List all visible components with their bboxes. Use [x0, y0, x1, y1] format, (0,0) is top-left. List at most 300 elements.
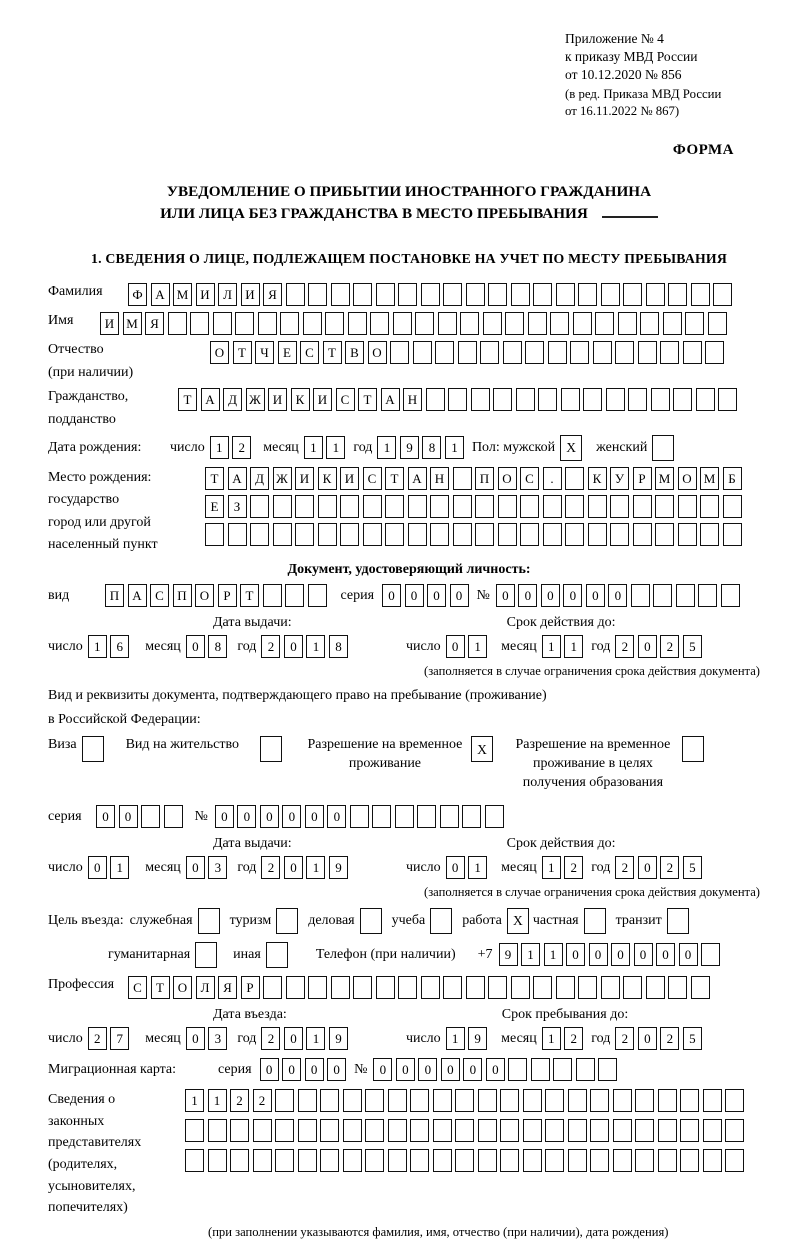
char-box[interactable] — [718, 388, 737, 411]
char-box[interactable] — [703, 1149, 722, 1172]
char-box[interactable] — [700, 495, 719, 518]
char-box[interactable]: 0 — [518, 584, 537, 607]
char-box[interactable] — [725, 1119, 744, 1142]
char-box[interactable]: 1 — [208, 1089, 227, 1112]
char-box[interactable]: 1 — [210, 436, 229, 459]
char-box[interactable] — [273, 495, 292, 518]
char-box[interactable] — [583, 388, 602, 411]
char-box[interactable] — [460, 312, 479, 335]
char-box[interactable]: 1 — [326, 436, 345, 459]
char-box[interactable] — [713, 283, 732, 306]
char-box[interactable] — [453, 495, 472, 518]
female-checkbox[interactable] — [652, 435, 674, 461]
char-box[interactable] — [205, 523, 224, 546]
char-box[interactable]: У — [610, 467, 629, 490]
char-box[interactable]: 0 — [282, 805, 301, 828]
char-box[interactable] — [455, 1089, 474, 1112]
char-box[interactable]: И — [196, 283, 215, 306]
char-box[interactable]: 1 — [542, 856, 561, 879]
char-box[interactable]: 2 — [230, 1089, 249, 1112]
char-box[interactable]: П — [173, 584, 192, 607]
char-box[interactable] — [565, 523, 584, 546]
char-box[interactable]: Ч — [255, 341, 274, 364]
char-box[interactable]: 0 — [611, 943, 630, 966]
char-box[interactable]: 1 — [306, 635, 325, 658]
char-box[interactable] — [531, 1058, 550, 1081]
char-box[interactable] — [343, 1089, 362, 1112]
char-box[interactable]: Т — [323, 341, 342, 364]
char-box[interactable]: И — [268, 388, 287, 411]
char-box[interactable]: Т — [178, 388, 197, 411]
char-box[interactable] — [543, 495, 562, 518]
char-box[interactable]: О — [173, 976, 192, 999]
char-box[interactable]: 1 — [544, 943, 563, 966]
char-box[interactable]: 2 — [660, 635, 679, 658]
char-box[interactable] — [298, 1089, 317, 1112]
char-box[interactable]: О — [678, 467, 697, 490]
char-box[interactable] — [298, 1119, 317, 1142]
char-box[interactable]: 2 — [564, 1027, 583, 1050]
char-box[interactable] — [638, 341, 657, 364]
char-box[interactable] — [433, 1119, 452, 1142]
char-box[interactable] — [483, 312, 502, 335]
char-box[interactable]: 0 — [608, 584, 627, 607]
char-box[interactable]: 6 — [110, 635, 129, 658]
char-box[interactable]: 0 — [186, 856, 205, 879]
char-box[interactable] — [628, 388, 647, 411]
char-box[interactable] — [480, 341, 499, 364]
char-box[interactable] — [691, 283, 710, 306]
char-box[interactable]: 2 — [261, 635, 280, 658]
char-box[interactable] — [398, 283, 417, 306]
char-box[interactable]: 0 — [237, 805, 256, 828]
char-box[interactable]: О — [210, 341, 229, 364]
char-box[interactable]: А — [381, 388, 400, 411]
char-box[interactable] — [263, 976, 282, 999]
char-box[interactable]: 0 — [446, 635, 465, 658]
char-box[interactable] — [208, 1149, 227, 1172]
char-box[interactable] — [703, 1119, 722, 1142]
char-box[interactable]: 0 — [284, 856, 303, 879]
char-box[interactable] — [298, 1149, 317, 1172]
char-box[interactable] — [658, 1149, 677, 1172]
char-box[interactable] — [523, 1089, 542, 1112]
char-box[interactable]: 1 — [564, 635, 583, 658]
char-box[interactable] — [363, 523, 382, 546]
char-box[interactable] — [553, 1058, 572, 1081]
char-box[interactable] — [488, 976, 507, 999]
char-box[interactable] — [408, 495, 427, 518]
char-box[interactable] — [340, 523, 359, 546]
char-box[interactable] — [275, 1089, 294, 1112]
char-box[interactable] — [430, 523, 449, 546]
char-box[interactable] — [285, 584, 304, 607]
char-box[interactable]: 0 — [215, 805, 234, 828]
char-box[interactable] — [168, 312, 187, 335]
char-box[interactable] — [550, 312, 569, 335]
char-box[interactable] — [615, 341, 634, 364]
char-box[interactable] — [410, 1149, 429, 1172]
char-box[interactable]: 0 — [186, 1027, 205, 1050]
char-box[interactable]: 0 — [284, 635, 303, 658]
char-box[interactable] — [525, 341, 544, 364]
char-box[interactable] — [680, 1149, 699, 1172]
char-box[interactable]: 0 — [656, 943, 675, 966]
char-box[interactable]: 9 — [400, 436, 419, 459]
char-box[interactable]: 0 — [96, 805, 115, 828]
char-box[interactable]: 9 — [468, 1027, 487, 1050]
char-box[interactable] — [668, 976, 687, 999]
char-box[interactable] — [320, 1089, 339, 1112]
char-box[interactable]: 2 — [261, 856, 280, 879]
char-box[interactable]: Н — [403, 388, 422, 411]
char-box[interactable] — [350, 805, 369, 828]
char-box[interactable] — [565, 495, 584, 518]
char-box[interactable] — [376, 283, 395, 306]
char-box[interactable] — [528, 312, 547, 335]
char-box[interactable]: 1 — [88, 635, 107, 658]
char-box[interactable] — [680, 1119, 699, 1142]
char-box[interactable] — [663, 312, 682, 335]
char-box[interactable]: Я — [218, 976, 237, 999]
char-box[interactable] — [545, 1089, 564, 1112]
char-box[interactable]: К — [291, 388, 310, 411]
char-box[interactable] — [696, 388, 715, 411]
char-box[interactable]: 0 — [586, 584, 605, 607]
char-box[interactable]: Т — [358, 388, 377, 411]
char-box[interactable]: 0 — [450, 584, 469, 607]
char-box[interactable]: 1 — [377, 436, 396, 459]
char-box[interactable]: Д — [250, 467, 269, 490]
char-box[interactable] — [543, 523, 562, 546]
char-box[interactable]: Р — [241, 976, 260, 999]
char-box[interactable] — [598, 1058, 617, 1081]
char-box[interactable]: А — [128, 584, 147, 607]
char-box[interactable] — [438, 312, 457, 335]
char-box[interactable]: Т — [240, 584, 259, 607]
char-box[interactable] — [258, 312, 277, 335]
char-box[interactable] — [578, 283, 597, 306]
purpose-business-checkbox[interactable] — [360, 908, 382, 934]
char-box[interactable]: 8 — [422, 436, 441, 459]
char-box[interactable]: Ж — [246, 388, 265, 411]
char-box[interactable] — [613, 1149, 632, 1172]
char-box[interactable] — [705, 341, 724, 364]
char-box[interactable] — [253, 1149, 272, 1172]
char-box[interactable]: 2 — [232, 436, 251, 459]
char-box[interactable]: К — [588, 467, 607, 490]
char-box[interactable]: 1 — [542, 635, 561, 658]
char-box[interactable]: К — [318, 467, 337, 490]
char-box[interactable] — [523, 1149, 542, 1172]
char-box[interactable] — [455, 1119, 474, 1142]
char-box[interactable]: О — [368, 341, 387, 364]
male-checkbox[interactable]: X — [560, 435, 582, 461]
char-box[interactable] — [388, 1149, 407, 1172]
char-box[interactable] — [275, 1149, 294, 1172]
char-box[interactable]: А — [201, 388, 220, 411]
char-box[interactable] — [230, 1149, 249, 1172]
char-box[interactable]: 1 — [445, 436, 464, 459]
char-box[interactable]: 0 — [186, 635, 205, 658]
char-box[interactable]: 5 — [683, 856, 702, 879]
char-box[interactable] — [708, 312, 727, 335]
char-box[interactable]: А — [151, 283, 170, 306]
char-box[interactable]: 0 — [634, 943, 653, 966]
char-box[interactable]: 2 — [615, 856, 634, 879]
char-box[interactable]: Р — [218, 584, 237, 607]
char-box[interactable]: 0 — [382, 584, 401, 607]
char-box[interactable] — [478, 1089, 497, 1112]
char-box[interactable] — [455, 1149, 474, 1172]
char-box[interactable] — [408, 523, 427, 546]
char-box[interactable]: 5 — [683, 635, 702, 658]
char-box[interactable] — [370, 312, 389, 335]
char-box[interactable] — [578, 976, 597, 999]
char-box[interactable] — [618, 312, 637, 335]
char-box[interactable] — [538, 388, 557, 411]
char-box[interactable] — [385, 523, 404, 546]
char-box[interactable] — [353, 283, 372, 306]
char-box[interactable] — [640, 312, 659, 335]
char-box[interactable]: Р — [633, 467, 652, 490]
char-box[interactable] — [433, 1149, 452, 1172]
char-box[interactable] — [678, 495, 697, 518]
char-box[interactable]: 9 — [329, 1027, 348, 1050]
char-box[interactable]: 0 — [260, 805, 279, 828]
char-box[interactable] — [610, 495, 629, 518]
char-box[interactable] — [678, 523, 697, 546]
char-box[interactable]: М — [123, 312, 142, 335]
char-box[interactable] — [533, 283, 552, 306]
char-box[interactable] — [635, 1089, 654, 1112]
char-box[interactable] — [493, 388, 512, 411]
char-box[interactable]: 1 — [446, 1027, 465, 1050]
char-box[interactable]: 2 — [253, 1089, 272, 1112]
char-box[interactable] — [545, 1119, 564, 1142]
char-box[interactable] — [471, 388, 490, 411]
char-box[interactable] — [398, 976, 417, 999]
char-box[interactable]: А — [228, 467, 247, 490]
char-box[interactable]: 9 — [499, 943, 518, 966]
char-box[interactable]: . — [543, 467, 562, 490]
char-box[interactable] — [653, 584, 672, 607]
char-box[interactable] — [590, 1149, 609, 1172]
char-box[interactable] — [478, 1119, 497, 1142]
char-box[interactable]: 0 — [638, 635, 657, 658]
char-box[interactable] — [390, 341, 409, 364]
char-box[interactable]: А — [408, 467, 427, 490]
char-box[interactable] — [185, 1119, 204, 1142]
char-box[interactable]: 0 — [486, 1058, 505, 1081]
char-box[interactable] — [141, 805, 160, 828]
char-box[interactable] — [631, 584, 650, 607]
char-box[interactable] — [466, 283, 485, 306]
char-box[interactable] — [435, 341, 454, 364]
char-box[interactable] — [573, 312, 592, 335]
char-box[interactable]: 0 — [427, 584, 446, 607]
char-box[interactable] — [430, 495, 449, 518]
char-box[interactable]: 0 — [327, 805, 346, 828]
purpose-humanitarian-checkbox[interactable] — [195, 942, 217, 968]
char-box[interactable] — [613, 1119, 632, 1142]
char-box[interactable]: Л — [196, 976, 215, 999]
char-box[interactable] — [646, 976, 665, 999]
char-box[interactable] — [331, 976, 350, 999]
char-box[interactable] — [348, 312, 367, 335]
char-box[interactable] — [685, 312, 704, 335]
char-box[interactable] — [601, 283, 620, 306]
char-box[interactable]: 0 — [260, 1058, 279, 1081]
char-box[interactable] — [365, 1089, 384, 1112]
char-box[interactable] — [723, 495, 742, 518]
char-box[interactable] — [500, 1089, 519, 1112]
char-box[interactable]: Л — [218, 283, 237, 306]
char-box[interactable] — [415, 312, 434, 335]
char-box[interactable] — [320, 1119, 339, 1142]
char-box[interactable]: В — [345, 341, 364, 364]
char-box[interactable]: 0 — [541, 584, 560, 607]
char-box[interactable] — [516, 388, 535, 411]
char-box[interactable] — [286, 976, 305, 999]
char-box[interactable] — [568, 1089, 587, 1112]
char-box[interactable]: 9 — [329, 856, 348, 879]
char-box[interactable] — [318, 495, 337, 518]
char-box[interactable] — [295, 523, 314, 546]
char-box[interactable] — [500, 1119, 519, 1142]
char-box[interactable] — [343, 1119, 362, 1142]
char-box[interactable] — [498, 523, 517, 546]
char-box[interactable] — [213, 312, 232, 335]
char-box[interactable] — [683, 341, 702, 364]
char-box[interactable] — [462, 805, 481, 828]
char-box[interactable] — [376, 976, 395, 999]
char-box[interactable] — [505, 312, 524, 335]
char-box[interactable]: Б — [723, 467, 742, 490]
char-box[interactable] — [385, 495, 404, 518]
char-box[interactable] — [417, 805, 436, 828]
char-box[interactable] — [190, 312, 209, 335]
char-box[interactable]: 2 — [660, 1027, 679, 1050]
char-box[interactable] — [721, 584, 740, 607]
visa-checkbox[interactable] — [82, 736, 104, 762]
char-box[interactable] — [623, 976, 642, 999]
char-box[interactable] — [388, 1089, 407, 1112]
char-box[interactable]: 2 — [261, 1027, 280, 1050]
purpose-other-checkbox[interactable] — [266, 942, 288, 968]
char-box[interactable] — [588, 495, 607, 518]
char-box[interactable] — [556, 283, 575, 306]
char-box[interactable] — [590, 1089, 609, 1112]
char-box[interactable]: 0 — [305, 805, 324, 828]
char-box[interactable]: 0 — [88, 856, 107, 879]
char-box[interactable] — [410, 1119, 429, 1142]
char-box[interactable]: С — [363, 467, 382, 490]
char-box[interactable] — [303, 312, 322, 335]
char-box[interactable]: 3 — [208, 1027, 227, 1050]
char-box[interactable] — [426, 388, 445, 411]
char-box[interactable] — [475, 495, 494, 518]
char-box[interactable] — [433, 1089, 452, 1112]
char-box[interactable] — [343, 1149, 362, 1172]
char-box[interactable]: 0 — [373, 1058, 392, 1081]
char-box[interactable] — [340, 495, 359, 518]
char-box[interactable]: Е — [205, 495, 224, 518]
char-box[interactable]: 1 — [306, 856, 325, 879]
char-box[interactable] — [658, 1089, 677, 1112]
char-box[interactable] — [185, 1149, 204, 1172]
char-box[interactable] — [230, 1119, 249, 1142]
char-box[interactable] — [701, 943, 720, 966]
char-box[interactable]: 7 — [110, 1027, 129, 1050]
char-box[interactable]: И — [100, 312, 119, 335]
char-box[interactable]: 1 — [185, 1089, 204, 1112]
char-box[interactable] — [568, 1149, 587, 1172]
char-box[interactable] — [520, 495, 539, 518]
char-box[interactable] — [508, 1058, 527, 1081]
char-box[interactable]: 1 — [110, 856, 129, 879]
char-box[interactable]: 0 — [441, 1058, 460, 1081]
char-box[interactable] — [453, 467, 472, 490]
char-box[interactable]: С — [336, 388, 355, 411]
char-box[interactable]: 0 — [284, 1027, 303, 1050]
char-box[interactable] — [658, 1119, 677, 1142]
char-box[interactable] — [601, 976, 620, 999]
char-box[interactable] — [520, 523, 539, 546]
purpose-business-trip-checkbox[interactable] — [198, 908, 220, 934]
char-box[interactable] — [458, 341, 477, 364]
char-box[interactable]: С — [300, 341, 319, 364]
char-box[interactable] — [235, 312, 254, 335]
char-box[interactable]: И — [241, 283, 260, 306]
char-box[interactable]: 5 — [683, 1027, 702, 1050]
char-box[interactable] — [421, 283, 440, 306]
char-box[interactable] — [308, 283, 327, 306]
char-box[interactable] — [606, 388, 625, 411]
char-box[interactable] — [680, 1089, 699, 1112]
char-box[interactable]: 1 — [468, 635, 487, 658]
char-box[interactable] — [478, 1149, 497, 1172]
char-box[interactable]: 0 — [463, 1058, 482, 1081]
char-box[interactable] — [228, 523, 247, 546]
char-box[interactable] — [320, 1149, 339, 1172]
char-box[interactable]: 0 — [396, 1058, 415, 1081]
residence-permit-checkbox[interactable] — [260, 736, 282, 762]
char-box[interactable]: Т — [385, 467, 404, 490]
char-box[interactable] — [533, 976, 552, 999]
char-box[interactable] — [635, 1149, 654, 1172]
char-box[interactable]: 0 — [638, 856, 657, 879]
char-box[interactable] — [565, 467, 584, 490]
char-box[interactable]: 0 — [446, 856, 465, 879]
char-box[interactable] — [545, 1149, 564, 1172]
purpose-study-checkbox[interactable] — [430, 908, 452, 934]
char-box[interactable] — [548, 341, 567, 364]
temp-residence-checkbox[interactable]: X — [471, 736, 493, 762]
char-box[interactable] — [698, 584, 717, 607]
char-box[interactable]: 0 — [418, 1058, 437, 1081]
char-box[interactable] — [253, 1119, 272, 1142]
char-box[interactable]: 1 — [542, 1027, 561, 1050]
char-box[interactable] — [668, 283, 687, 306]
char-box[interactable]: 8 — [329, 635, 348, 658]
char-box[interactable]: Н — [430, 467, 449, 490]
char-box[interactable] — [475, 523, 494, 546]
char-box[interactable]: 0 — [327, 1058, 346, 1081]
char-box[interactable] — [646, 283, 665, 306]
char-box[interactable] — [413, 341, 432, 364]
char-box[interactable]: 1 — [306, 1027, 325, 1050]
